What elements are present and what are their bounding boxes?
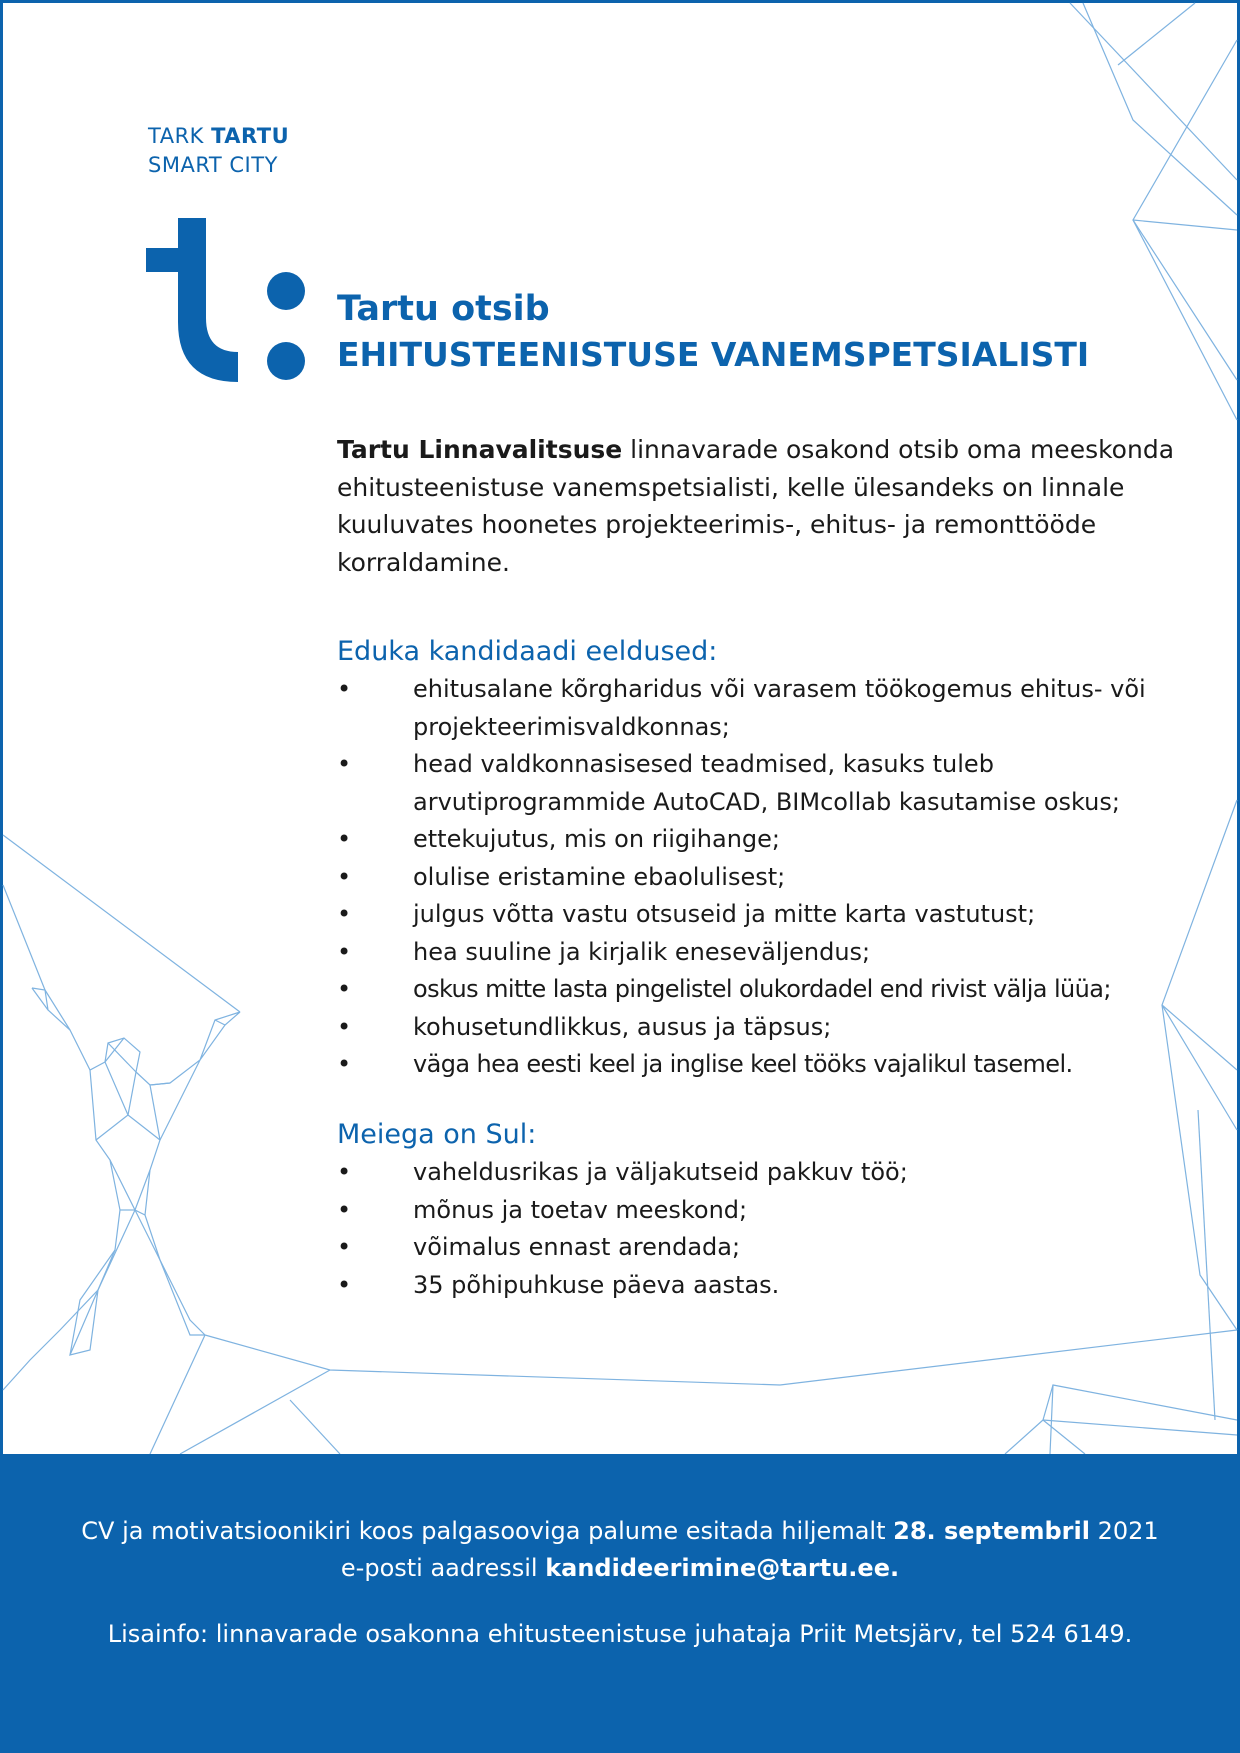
list-item: • ehitusalane kõrgharidus või varasem töökogemus ehitus- või projekteerimisvaldkonnas; bbox=[337, 675, 1146, 741]
deadline-date: 28. septembril bbox=[893, 1517, 1090, 1545]
intro-paragraph bbox=[337, 431, 1197, 581]
requirements-list bbox=[337, 671, 1217, 1084]
brand-line-2: SMART CITY bbox=[148, 153, 278, 177]
intro-text: linnavarade osakond otsib oma meeskonda ehitusteenistuse vanemspetsialisti, kelle ülesandeks on linnale kuuluvates hoonetes projekteerimis-, ehitus- ja remonttööde korraldamine. bbox=[337, 435, 1175, 577]
footer-banner bbox=[0, 1454, 1240, 1753]
list-item: • julgus võtta vastu otsuseid ja mitte karta vastutust; bbox=[337, 900, 1036, 928]
tartu-logo-icon bbox=[146, 218, 312, 382]
list-item: • kohusetundlikkus, ausus ja täpsus; bbox=[337, 1012, 832, 1041]
requirements-heading: Eduka kandidaadi eeldused: bbox=[337, 636, 718, 667]
list-item: • oskus mitte lasta pingelistel olukordadel end rivist välja lüüa; bbox=[337, 975, 1111, 1003]
offer-heading: Meiega on Sul: bbox=[337, 1119, 537, 1150]
page-title bbox=[337, 286, 1089, 378]
list-item: • võimalus ennast arendada; bbox=[337, 1233, 741, 1261]
list-item: • mõnus ja toetav meeskond; bbox=[337, 1195, 748, 1224]
tark-tartu-wordmark bbox=[148, 122, 289, 180]
list-item: • 35 põhipuhkuse päeva aastas. bbox=[337, 1270, 780, 1299]
application-info: CV ja motivatsioonikiri koos palgasooviga palume esitada hiljemalt 28. septembril 2021 e-posti aadressil kandideerimine@tartu.ee. bbox=[81, 1517, 1159, 1582]
brand-line-1: TARK TARTU bbox=[148, 124, 290, 148]
list-item: • olulise eristamine ebaolulisest; bbox=[337, 862, 786, 891]
title-line-1: Tartu otsib bbox=[337, 289, 550, 329]
title-line-2: EHITUSTEENISTUSE VANEMSPETSIALISTI bbox=[337, 335, 1090, 374]
contact-info: Lisainfo: linnavarade osakonna ehitusteenistuse juhataja Priit Metsjärv, tel 524 6149. bbox=[107, 1620, 1133, 1648]
list-item: • hea suuline ja kirjalik eneseväljendus; bbox=[337, 937, 871, 966]
list-item: • ettekujutus, mis on riigihange; bbox=[337, 825, 781, 853]
list-item: • head valdkonnasisesed teadmised, kasuks tuleb arvutiprogrammide AutoCAD, BIMcollab kasutamise oskus; bbox=[337, 750, 1120, 816]
list-item: • väga hea eesti keel ja inglise keel tööks vajalikul tasemel. bbox=[337, 1050, 1073, 1078]
email-link[interactable]: kandideerimine@tartu.ee. bbox=[545, 1554, 900, 1582]
list-item: • vaheldusrikas ja väljakutseid pakkuv töö; bbox=[337, 1158, 908, 1186]
offer-list bbox=[337, 1154, 1217, 1304]
intro-bold: Tartu Linnavalitsuse bbox=[337, 435, 623, 464]
